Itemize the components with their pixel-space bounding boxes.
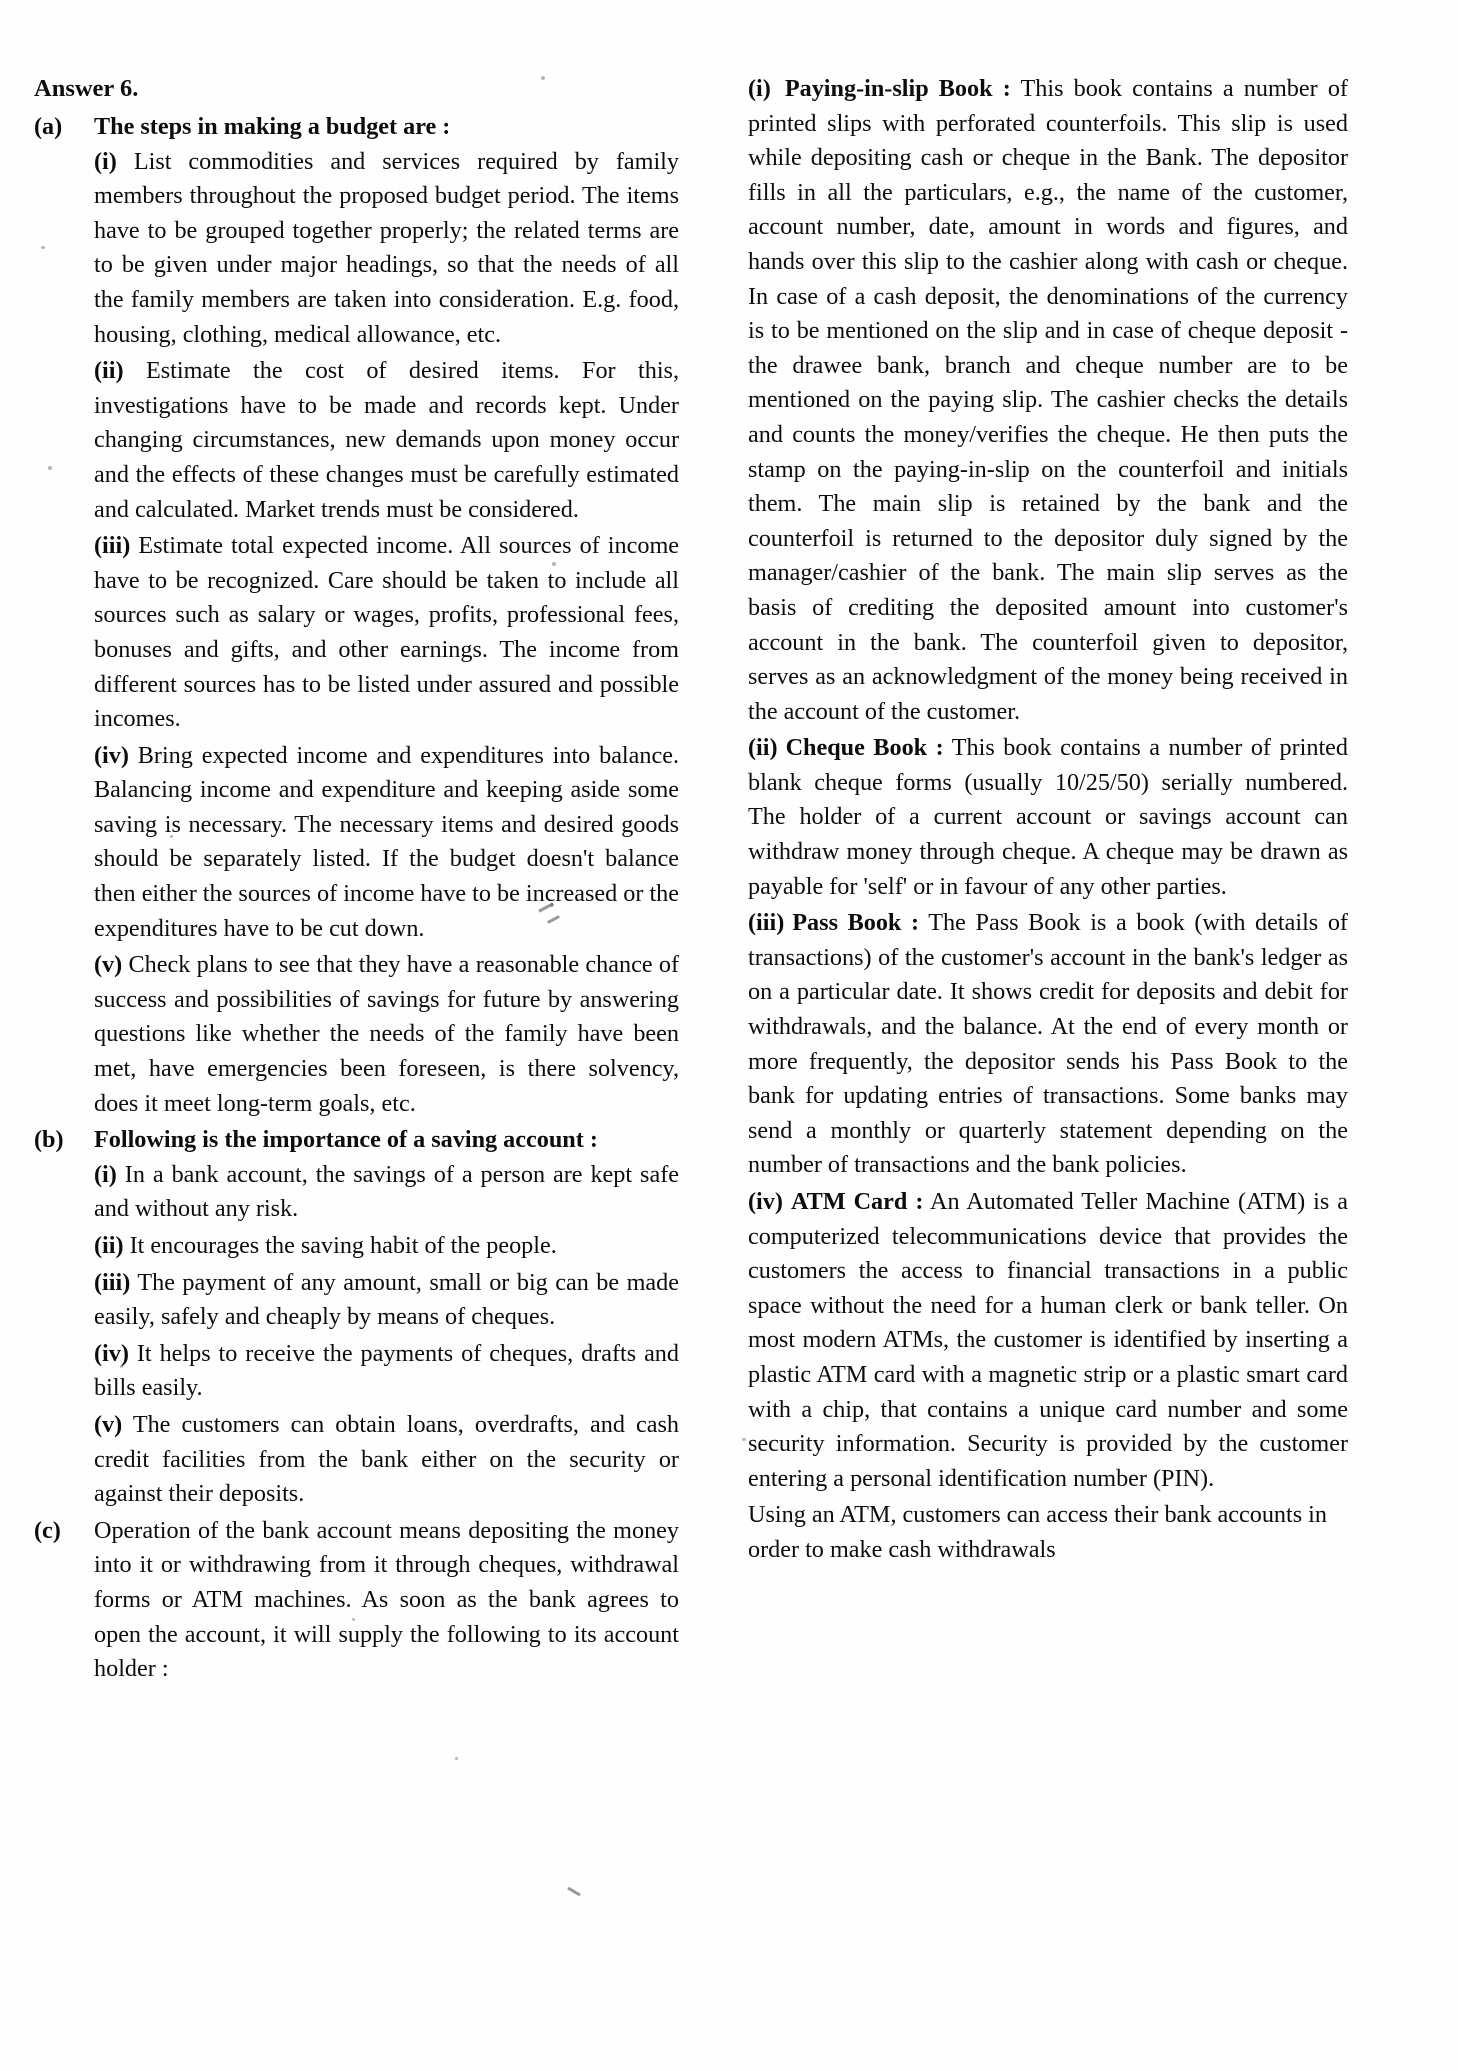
list-item-text: This book contains a number of printed blank cheque forms (usually 10/25/50) serially numbered. The holder of a current account or savings account can withdraw money through cheque. A cheque may be drawn as payable for 'self' or in favour of any other parties.: [748, 734, 1349, 900]
list-item-title: Cheque Book :: [785, 734, 944, 762]
list-item: [34, 1158, 679, 1227]
list-item: [34, 145, 679, 353]
part-c-paragraph: [34, 1514, 679, 1687]
list-item: [748, 1185, 1348, 1496]
list-item-title: Paying-in-slip Book :: [784, 75, 1011, 102]
list-item: [34, 1337, 679, 1406]
list-item-label: (iii): [94, 1268, 131, 1296]
list-item: [34, 739, 679, 947]
list-item-title: Pass Book :: [792, 909, 920, 937]
list-item-label: (i): [94, 1160, 117, 1188]
list-item-text: It encourages the saving habit of the people.: [123, 1232, 557, 1259]
list-item-text: The customers can obtain loans, overdrafts, and cash credit facilities from the bank either on the security or against their deposits.: [94, 1410, 679, 1508]
part-a-heading-text: The steps in making a budget are :: [94, 113, 451, 140]
part-b-marker: (b): [34, 1126, 64, 1154]
closing-paragraph: Using an ATM, customers can access their bank accounts in order to make cash withdrawals: [748, 1501, 1327, 1563]
list-item: [34, 1408, 679, 1512]
list-item-label: (iv): [748, 1188, 783, 1215]
list-item-label: (iii): [94, 532, 131, 560]
list-item: [748, 72, 1348, 729]
list-item-label: (i): [748, 75, 771, 102]
list-item-label: (v): [94, 951, 123, 979]
list-item-title: ATM Card :: [790, 1188, 924, 1215]
list-item: [34, 1266, 679, 1335]
list-item-label: (iv): [94, 1339, 129, 1367]
list-item: [34, 948, 679, 1121]
part-a-marker: (a): [34, 113, 63, 140]
list-item-label: (v): [94, 1410, 123, 1438]
list-item-text: Estimate the cost of desired items. For this, investigations have to be made and records kept. Under changing circumstances, new demands upon money occur and the effects of these changes must be carefully estimated and calculated. Market trends must be considered.: [94, 357, 679, 523]
list-item-text: It helps to receive the payments of cheques, drafts and bills easily.: [94, 1339, 679, 1402]
list-item-label: (ii): [94, 1232, 124, 1259]
list-item: [34, 529, 679, 737]
list-item-label: (iv): [94, 741, 129, 769]
list-item-text: In a bank account, the savings of a person are kept safe and without any risk.: [94, 1160, 679, 1223]
part-b-heading: [34, 1123, 679, 1158]
right-column: [748, 72, 1348, 1570]
list-item-text: The payment of any amount, small or big can be made easily, safely and cheaply by means of cheques.: [94, 1268, 679, 1331]
list-item-text: List commodities and services required by family members throughout the proposed budget period. The items have to be grouped together properly; the related terms are to be given under major headings, so that the needs of all the family members are taken into consideration. E.g. food, housing, clothing, medical allowance, etc.: [94, 147, 679, 348]
list-item: [34, 1229, 679, 1264]
list-item-text: This book contains a number of printed slips with perforated counterfoils. This slip is used while depositing cash or cheque in the Bank. The depositor fills in all the particulars, e.g., the name of the customer, account number, date, amount in words and figures, and hands over this slip to the cashier along with cash or cheque. In case of a cash deposit, the denominations of the currency is to be mentioned on the slip and in case of cheque deposit - the drawee bank, branch and cheque number are to be mentioned on the paying slip. The cashier checks the details and counts the money/verifies the cheque. He then puts the stamp on the paying-in-slip on the counterfoil and initials them. The main slip is retained by the bank and the counterfoil is returned to the depositor duly signed by the manager/cashier of the bank. The main slip serves as the basis of crediting the deposited amount into customer's account in the bank. The counterfoil given to depositor, serves as an acknowledgment of the money being received in the account of the customer.: [748, 75, 1348, 725]
part-a-heading: [34, 110, 679, 145]
answer-heading: Answer 6.: [34, 75, 139, 102]
part-b-heading-text: Following is the importance of a saving account :: [94, 1126, 598, 1154]
part-c-marker: (c): [34, 1516, 61, 1544]
list-item-text: The Pass Book is a book (with details of transactions) of the customer's account in the bank's ledger as on a particular date. It shows credit for deposits and debit for withdrawals, and the balance. At the end of every month or more frequently, the depositor sends his Pass Book to the bank for updating entries of transactions. Some banks may send a monthly or quarterly statement depending on the number of transactions and the bank policies.: [748, 909, 1348, 1179]
list-item-text: Bring expected income and expenditures into balance. Balancing income and expenditure and keeping aside some saving is necessary. The necessary items and desired goods should be separately listed. If the budget doesn't balance then either the sources of income have to be increased or the expenditures have to be cut down.: [94, 741, 679, 942]
list-item-label: (ii): [748, 734, 778, 762]
list-item-label: (iii): [748, 909, 785, 937]
list-item-text: Check plans to see that they have a reasonable chance of success and possibilities of savings for future by answering questions like whether the needs of the family have been met, have emergencies been foreseen, is there solvency, does it meet long-term goals, etc.: [94, 951, 679, 1117]
list-item-text: Estimate total expected income. All sources of income have to be recognized. Care should be taken to include all sources such as salary or wages, profits, professional fees, bonuses and gifts, and other earnings. The income from different sources has to be listed under assured and possible incomes.: [94, 532, 679, 733]
list-item: [748, 906, 1348, 1183]
list-item-text: An Automated Teller Machine (ATM) is a computerized telecommunications device that provides the customers the access to financial transactions in a public space without the need for a human clerk or bank teller. On most modern ATMs, the customer is identified by inserting a plastic ATM card with a magnetic strip or a plastic smart card with a chip, that contains a unique card number and some security information. Security is provided by the customer entering a personal identification number (PIN).: [748, 1188, 1348, 1492]
list-item-label: (i): [94, 147, 117, 175]
part-c-text: Operation of the bank account means depositing the money into it or withdrawing from it through cheques, withdrawal forms or ATM machines. As soon as the bank agrees to open the account, it will supply the following to its account holder :: [94, 1516, 679, 1683]
list-item: [748, 731, 1348, 904]
list-item-label: (ii): [94, 357, 124, 385]
list-item: [34, 354, 679, 527]
left-column: [34, 72, 679, 1687]
